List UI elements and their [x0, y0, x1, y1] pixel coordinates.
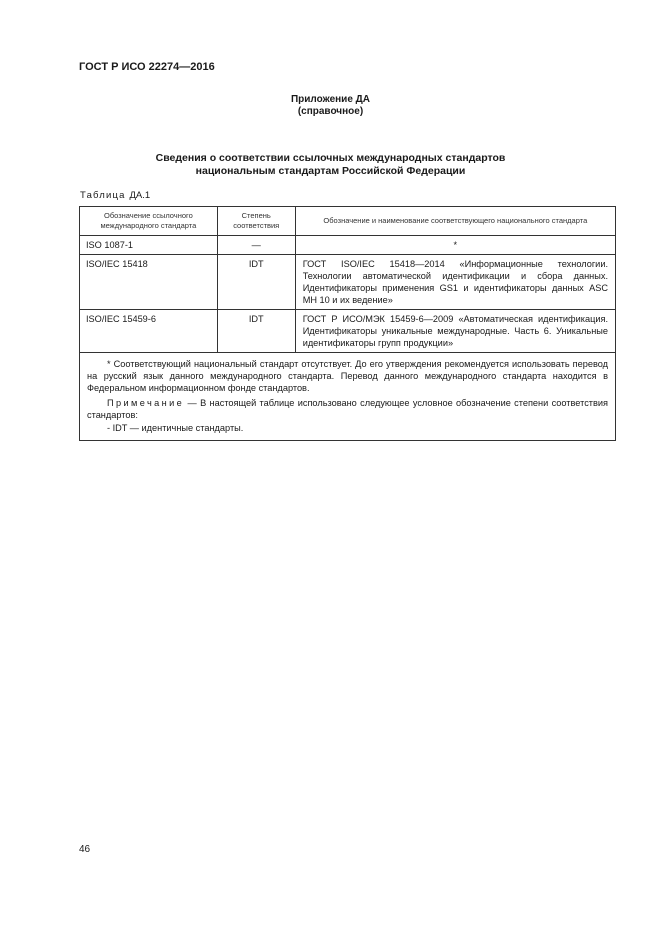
cell-international-standard: ISO/IEC 15459-6 — [80, 310, 218, 353]
cell-international-standard: ISO 1087-1 — [80, 236, 218, 255]
standards-correspondence-table — [79, 206, 616, 441]
note-text: — В настоящей таблице использовано следующее условное обозначение степени соответствия стандартов: — [87, 398, 608, 420]
section-title-line-2: национальным стандартам Российской Федерации — [195, 165, 466, 177]
document-code: ГОСТ Р ИСО 22274—2016 — [79, 61, 215, 73]
table-note — [87, 397, 608, 421]
table-header-row — [80, 207, 616, 236]
note-list-item: - IDT — идентичные стандарты. — [107, 423, 244, 433]
cell-international-standard: ISO/IEC 15418 — [80, 255, 218, 310]
table-notes-cell — [80, 353, 616, 441]
table-row — [80, 310, 616, 353]
table-notes-row — [80, 353, 616, 441]
page-number: 46 — [79, 844, 91, 855]
table-row — [80, 236, 616, 255]
cell-national-standard: ГОСТ Р ИСО/МЭК 15459-6—2009 «Автоматическая идентификация. Идентификаторы уникальные международные. Часть 6. Уникальные идентификаторы групп продукции» — [295, 310, 615, 353]
cell-degree: IDT — [217, 255, 295, 310]
note-label: Примечание — [107, 398, 185, 408]
header-international-standard: Обозначение ссылочного международного стандарта — [80, 207, 218, 236]
table-footnote: * Соответствующий национальный стандарт отсутствует. До его утверждения рекомендуется использовать перевод на русский язык данного международного стандарта. Перевод данного международного стандарта находится в Федеральном информационном фонде стандартов. — [87, 359, 608, 393]
section-title — [0, 152, 661, 178]
annex-heading — [0, 94, 661, 118]
table-caption — [80, 190, 150, 201]
annex-subtitle: (справочное) — [297, 106, 364, 117]
table-caption-number: ДА.1 — [129, 190, 151, 201]
section-title-line-1: Сведения о соответствии ссылочных международных стандартов — [155, 152, 506, 164]
annex-title: Приложение ДА — [290, 94, 371, 105]
table-caption-word: Таблица — [80, 190, 126, 201]
cell-degree: IDT — [217, 310, 295, 353]
header-national-standard: Обозначение и наименование соответствующего национального стандарта — [295, 207, 615, 236]
cell-national-standard: ГОСТ ISO/IEC 15418—2014 «Информационные технологии. Технологии автоматической идентификации и сбора данных. Идентификаторы применения GS1 и идентификаторы данных ASC MH 10 и их ведение» — [295, 255, 615, 310]
table-row — [80, 255, 616, 310]
header-degree-of-conformity: Степень соответствия — [217, 207, 295, 236]
cell-national-standard: * — [295, 236, 615, 255]
cell-degree: — — [217, 236, 295, 255]
